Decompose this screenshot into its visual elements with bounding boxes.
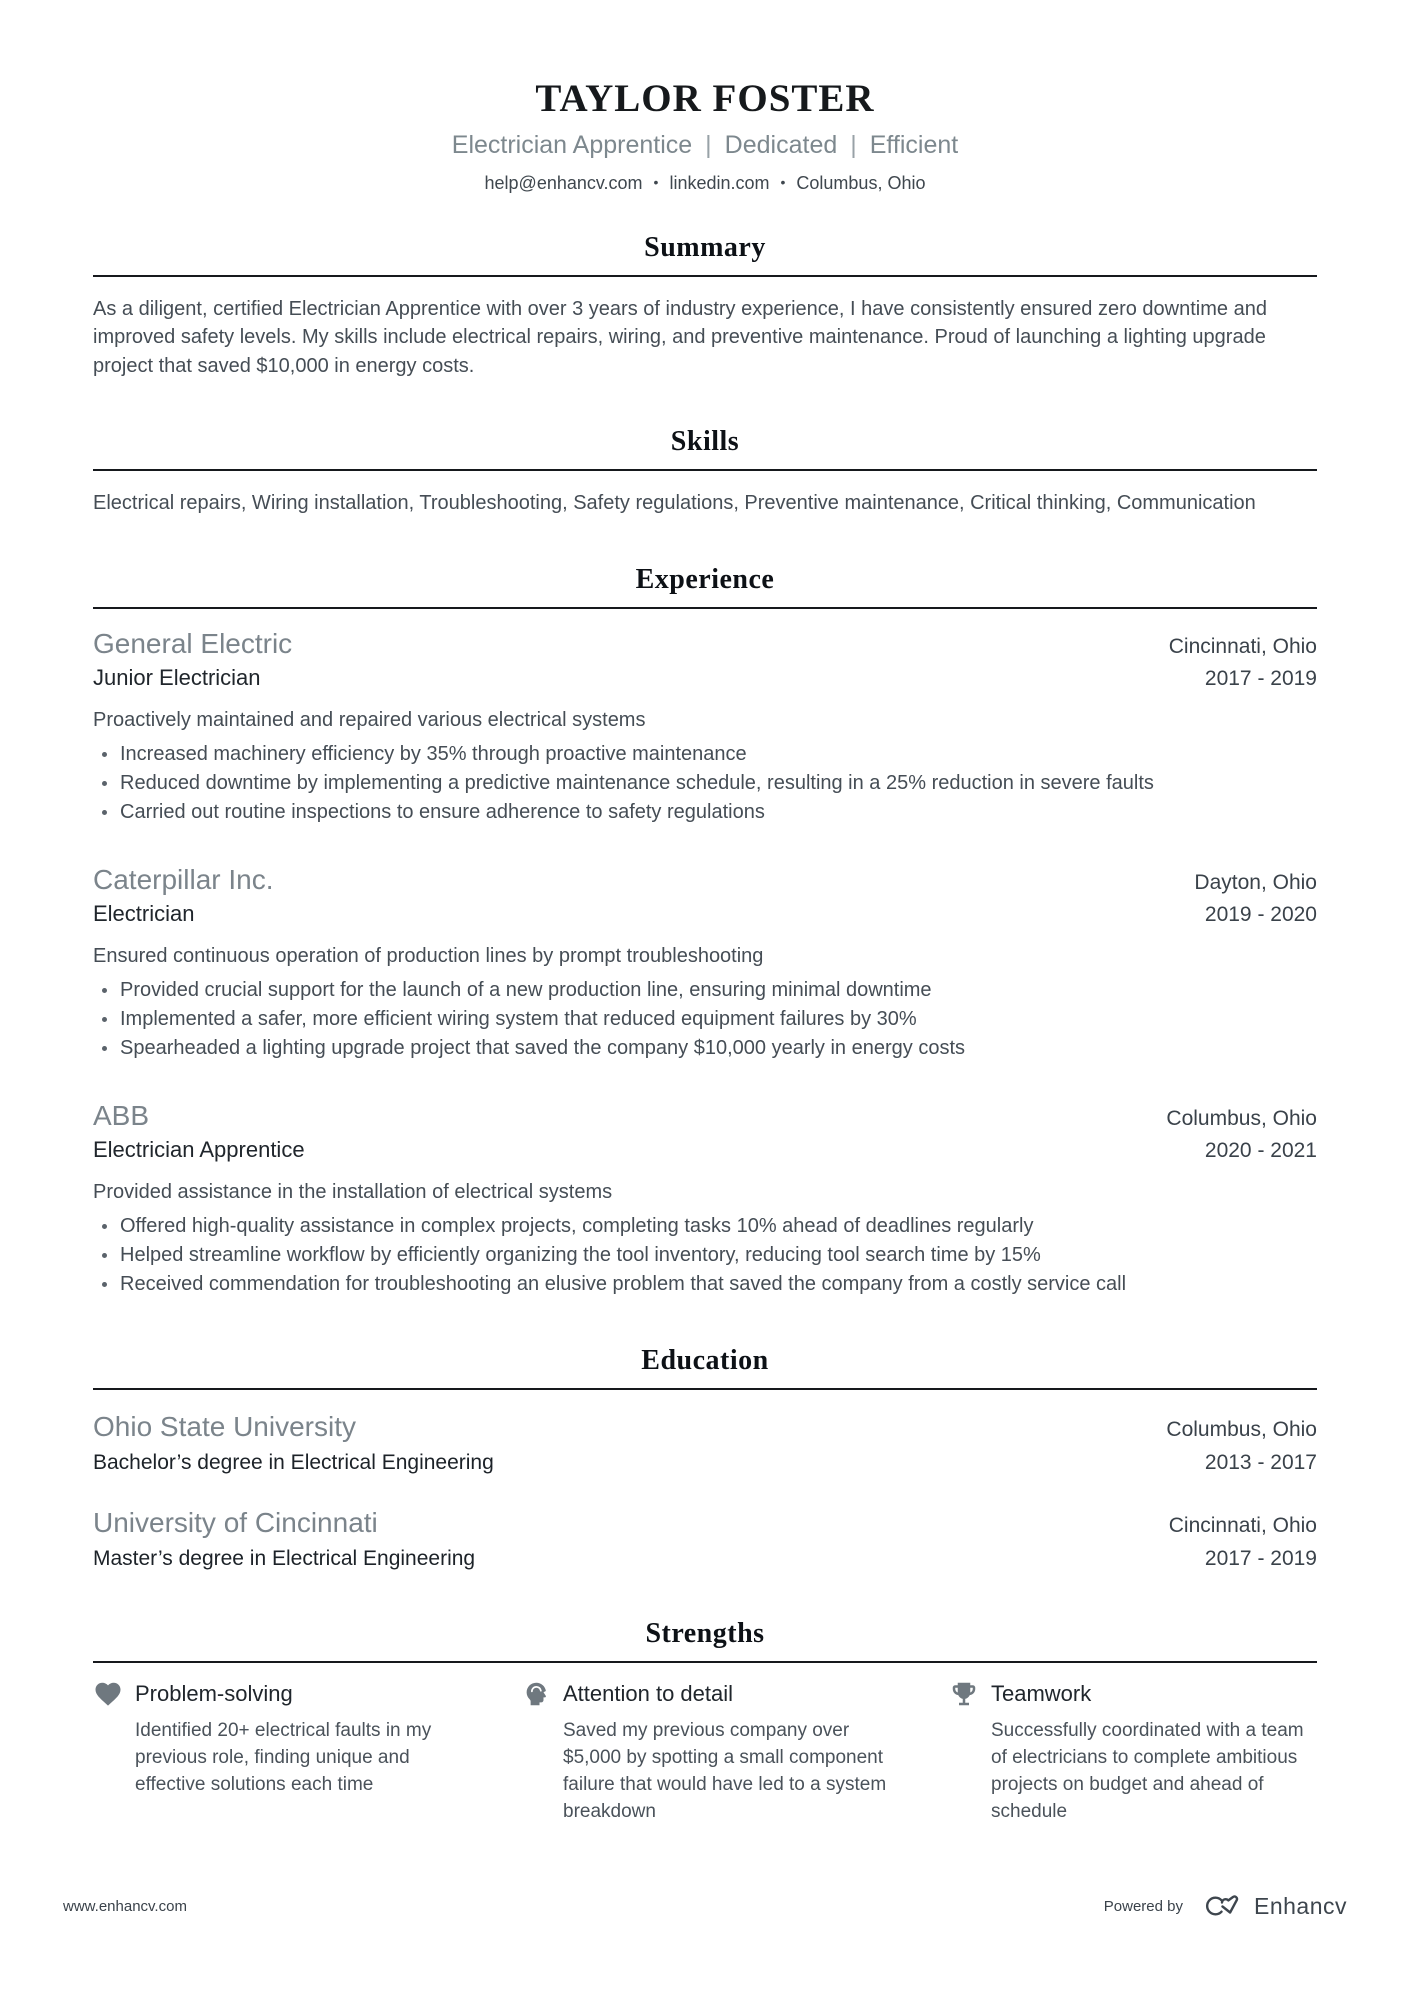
tagline-item: Dedicated: [724, 130, 838, 159]
bullet-list: [93, 976, 1317, 1063]
tagline-item: Efficient: [869, 130, 959, 159]
degree-name: Bachelor’s degree in Electrical Engineering: [93, 1450, 494, 1474]
degree-dates: 2013 - 2017: [1204, 1450, 1317, 1474]
job-description: Proactively maintained and repaired various electrical systems: [93, 708, 646, 731]
powered-by: [1104, 1891, 1347, 1921]
strength-title: Problem-solving: [135, 1680, 293, 1706]
mind-icon: [521, 1679, 551, 1709]
strength-item: [521, 1679, 889, 1825]
bullet-item: Helped streamline workflow by efficiently organizing the tool inventory, reducing tool search time by 15%: [93, 1241, 1317, 1270]
heart-icon: [93, 1679, 123, 1709]
degree-name: Master’s degree in Electrical Engineering: [93, 1546, 476, 1570]
section-divider: [93, 1661, 1317, 1663]
separator: |: [850, 130, 857, 159]
strength-text: Successfully coordinated with a team of electricians to complete ambitious projects on budget and ahead of schedule: [991, 1719, 1304, 1822]
job-description: Provided assistance in the installation of electrical systems: [93, 1180, 613, 1203]
separator: •: [653, 173, 659, 190]
strength-item: [93, 1679, 461, 1825]
company-location: Columbus, Ohio: [1166, 1106, 1317, 1130]
person-name: TAYLOR FOSTER: [535, 77, 875, 120]
summary-text: As a diligent, certified Electrician Apprentice with over 3 years of industry experience, I have consistently ensured zero downtime and improved safety levels. My skills include electrical repairs, wiring, and preventive maintenance. Proud of launching a lighting upgrade project that saved $10,000 in energy costs.: [93, 297, 1267, 377]
school-location: Cincinnati, Ohio: [1168, 1513, 1317, 1537]
resume-header: [93, 78, 1317, 194]
section-divider: [93, 1388, 1317, 1390]
company-name: ABB: [93, 1099, 150, 1131]
strength-text: Saved my previous company over $5,000 by spotting a small component failure that would have led to a system breakdown: [563, 1719, 887, 1822]
strength-title: Teamwork: [991, 1680, 1092, 1706]
enhancv-logo-icon: [1199, 1891, 1245, 1921]
section-title-skills: Skills: [670, 426, 740, 458]
powered-by-label: Powered by: [1103, 1897, 1183, 1915]
section-title-experience: Experience: [635, 563, 775, 595]
tagline: [93, 129, 1317, 161]
section-summary: [93, 232, 1317, 381]
company-name: Caterpillar Inc.: [93, 863, 274, 895]
education-entry: [93, 1506, 1317, 1572]
bullet-item: Provided crucial support for the launch of a new production line, ensuring minimal downtime: [93, 976, 1317, 1005]
section-divider: [93, 469, 1317, 471]
section-skills: [93, 426, 1317, 518]
education-entries: [93, 1410, 1317, 1572]
experience-entry: [93, 1099, 1317, 1299]
bullet-item: Carried out routine inspections to ensure adherence to safety regulations: [93, 798, 1317, 827]
separator: •: [780, 173, 786, 190]
section-strengths: [93, 1618, 1317, 1825]
job-dates: 2017 - 2019: [1204, 666, 1317, 690]
job-title: Junior Electrician: [93, 664, 261, 690]
company-location: Dayton, Ohio: [1194, 870, 1317, 894]
bullet-item: Offered high-quality assistance in complex projects, completing tasks 10% ahead of deadlines regularly: [93, 1212, 1317, 1241]
section-experience: [93, 564, 1317, 1299]
job-dates: 2020 - 2021: [1204, 1138, 1317, 1162]
strength-item: [949, 1679, 1317, 1825]
section-divider: [93, 607, 1317, 609]
degree-dates: 2017 - 2019: [1204, 1546, 1317, 1570]
strengths-grid: [93, 1679, 1317, 1825]
enhancv-brand-label: Enhancv: [1253, 1892, 1347, 1919]
contact-item[interactable]: linkedin.com: [669, 172, 770, 193]
footer-site-link[interactable]: www.enhancv.com: [63, 1897, 187, 1915]
bullet-item: Spearheaded a lighting upgrade project that saved the company $10,000 yearly in energy costs: [93, 1034, 1317, 1063]
section-title-strengths: Strengths: [645, 1617, 765, 1649]
section-divider: [93, 275, 1317, 277]
contact-item[interactable]: help@enhancv.com: [484, 172, 643, 193]
school-name: University of Cincinnati: [93, 1506, 378, 1538]
experience-entries: [93, 627, 1317, 1299]
trophy-icon: [949, 1679, 979, 1709]
strength-text: Identified 20+ electrical faults in my previous role, finding unique and effective solutions each time: [135, 1719, 432, 1795]
company-location: Cincinnati, Ohio: [1168, 634, 1317, 658]
job-title: Electrician Apprentice: [93, 1136, 305, 1162]
bullet-item: Implemented a safer, more efficient wiring system that reduced equipment failures by 30%: [93, 1005, 1317, 1034]
enhancv-brand-link[interactable]: [1199, 1891, 1347, 1921]
company-name: General Electric: [93, 627, 293, 659]
skills-text: Electrical repairs, Wiring installation, Troubleshooting, Safety regulations, Preventive maintenance, Critical thinking, Communication: [93, 492, 1256, 515]
strength-title: Attention to detail: [563, 1680, 734, 1706]
experience-entry: [93, 627, 1317, 827]
job-description: Ensured continuous operation of production lines by prompt troubleshooting: [93, 944, 764, 967]
school-location: Columbus, Ohio: [1166, 1417, 1317, 1441]
job-title: Electrician: [93, 900, 195, 926]
separator: |: [705, 130, 712, 159]
school-name: Ohio State University: [93, 1410, 356, 1442]
bullet-item: Received commendation for troubleshooting an elusive problem that saved the company from a costly service call: [93, 1270, 1317, 1299]
section-title-education: Education: [641, 1344, 769, 1376]
bullet-list: [93, 740, 1317, 827]
section-title-summary: Summary: [644, 231, 766, 263]
bullet-item: Increased machinery efficiency by 35% through proactive maintenance: [93, 740, 1317, 769]
job-dates: 2019 - 2020: [1204, 902, 1317, 926]
contact-line: [93, 171, 1317, 194]
bullet-list: [93, 1212, 1317, 1299]
section-education: [93, 1345, 1317, 1572]
page-footer: [63, 1891, 1347, 1921]
bullet-item: Reduced downtime by implementing a predictive maintenance schedule, resulting in a 25% reduction in severe faults: [93, 769, 1317, 798]
experience-entry: [93, 863, 1317, 1063]
tagline-item: Electrician Apprentice: [451, 130, 693, 159]
education-entry: [93, 1410, 1317, 1476]
contact-item: Columbus, Ohio: [796, 172, 926, 193]
